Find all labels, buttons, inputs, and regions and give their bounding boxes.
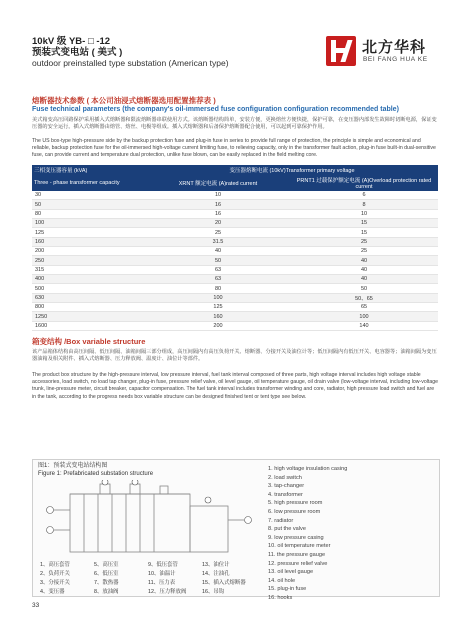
tank-body [70,494,190,552]
table-cell: 25 [146,228,290,237]
table-cell: 800 [32,303,146,312]
table-cell: 1600 [32,321,146,330]
table-cell: 160 [32,237,146,246]
parts-row [40,578,256,587]
part-label: 2、负荷开关 [40,571,70,577]
table-cell: 6 [290,191,438,200]
legend-item: 3. tap-changer [268,483,305,490]
part-label: 9、低压套管 [148,562,178,568]
table-cell: 63 [146,265,290,274]
table-header-group: 变压器熔断电流 (10kV)Transformer primary voltage [146,165,438,175]
table-cell: 140 [290,321,438,330]
legend-item: 6. low pressure room [268,508,321,515]
legend-item: 16. hooks [268,594,293,601]
table-row [32,191,438,200]
product-subtitle-en: outdoor preinstalled type substation (American type) [32,58,229,68]
figure-title-en: Figure 1: Prefabricated substation structure [38,470,154,477]
table-cell: 200 [32,247,146,256]
legend-item: 13. oil level gauge [268,569,314,576]
figure-title-cn: 图1：预装式变电站结构图 [38,463,108,469]
table-cell: 160 [146,312,290,321]
table-cell: 65 [290,303,438,312]
table-row [32,209,438,218]
table-row [32,312,438,321]
fuse-section-title: 熔断器技术参数 ( 本公司油浸式熔断器选用配置推荐表 ) [32,96,216,105]
table-cell: 80 [32,209,146,218]
part-label: 16、吊钩 [202,589,225,595]
part-label: 5、高压室 [94,562,119,568]
table-row [32,200,438,209]
table-cell: 16 [146,209,290,218]
table-cell: 1250 [32,312,146,321]
part-label: 4、变压器 [40,589,65,595]
part-label: 14、注油孔 [202,571,230,577]
table-row [32,275,438,284]
table-cell: 40 [290,265,438,274]
table-row [32,237,438,246]
table-cell: 30 [32,191,146,200]
table-row [32,219,438,228]
table-cell: 100 [32,219,146,228]
part-label: 13、油位计 [202,562,230,568]
legend-item: 8. put the valve [268,526,306,533]
table-cell: 100 [146,293,290,302]
table-cell: 100 [290,312,438,321]
part-label: 15、插入式熔断器 [202,580,246,586]
legend-item: 7. radiator [268,517,294,524]
table-cell: 10 [146,191,290,200]
legend-item: 15. plug-in fuse [268,586,307,593]
part-label: 12、压力释放阀 [148,589,187,595]
legend-item: 10. oil temperature meter [268,543,331,550]
table-cell: 50、65 [290,293,438,302]
table-cell: 125 [32,228,146,237]
table-header-capacity-cn: 三相变压器容量 (kVA) [32,165,146,175]
table-cell: 315 [32,265,146,274]
legend-item: 1. high voltage insulation casing [268,466,348,472]
cabinet-body [190,506,228,552]
parts-row [40,569,256,578]
legend-item: 9. low pressure casing [268,534,324,541]
structure-section-title: 箱变结构 /Box variable structure [32,337,146,346]
fuse-section-title-en: Fuse technical parameters (the company's oil-immersed fuse configuration configuration recommended table) [32,106,399,113]
table-cell: 8 [290,200,438,209]
fuse-paragraph-cn: 美式箱变高压回路保护采用插入式熔断器和限流熔断器串联使用方式。该熔断器结构简单，安装方便，更换熔丝方便快捷，保护可靠，在变压器内部发生故障时切断电源，保证变压器的安全运行。插入式熔断器由熔管、熔丝、电极等组成。插入式熔断器和后备保护熔断器配合使用，可以起到可靠保护作用。 [32,117,437,131]
table-cell: 25 [290,247,438,256]
table-cell: 630 [32,293,146,302]
table-cell: 125 [146,303,290,312]
part-label: 1、高压套管 [40,562,70,568]
table-cell: 400 [32,275,146,284]
table-row [32,256,438,265]
product-title: 10kV 级 YB- □ -12 [32,36,111,47]
structure-paragraph-cn: 该产品箱体结构由高压间隔、低压间隔、油箱间隔三部分组成，高压间隔内有高压负荷开关、熔断器、分接开关及油位计等；低压间隔内有低压开关、电容器等；油箱间隔为变压器油箱及相关附件、插入式熔断器、压力释放阀、温度计、油位计等部件。 [32,349,437,363]
table-header-capacity-en: Three - phase transformer capacity [32,175,146,191]
table-row [32,293,438,302]
structure-paragraph-en: The product box structure by the high-pressure interval, low pressure interval, fuel tank interval composed of three parts, high voltage interval includes high voltage stable accessories, load switch, no load tap changer, plug-in fuse, pressure relief valve, oil level gauge, oil temperature gauge, oil drain valve (low-voltage interval, including low-voltage trunk, line-pressure meter, circuit breaker, capacitor compensation. The fuel tank interval includes transformer winding and core, radiator, high pressure load switch and fuel are in the tank, according to the progress needs box variable structure can be designed finished tent or tent type see below. [32,372,438,400]
table-cell: 80 [146,284,290,293]
table-cell: 250 [32,256,146,265]
table-cell: 50 [146,256,290,265]
figure-parts-cn [40,560,256,596]
table-cell: 31.5 [146,237,290,246]
figure-legend [268,465,347,603]
fuse-parameter-table [32,165,438,331]
logo-name-cn: 北方华科 [362,39,427,56]
part-label: 7、散热器 [94,580,119,586]
table-cell: 500 [32,284,146,293]
product-subtitle-cn: 预装式变电站 ( 美式 ) [32,47,123,58]
logo-name-en: BEI FANG HUA KE [363,56,428,63]
page-header-title [32,36,229,69]
parts-row [40,560,256,569]
table-cell: 40 [146,247,290,256]
table-cell: 50 [32,200,146,209]
legend-item: 4. transformer [268,491,303,498]
table-cell: 15 [290,219,438,228]
table-row [32,265,438,274]
table-row [32,321,438,330]
part-label: 6、低压室 [94,571,119,577]
table-row [32,247,438,256]
table-cell: 15 [290,228,438,237]
table-row [32,303,438,312]
part-label: 3、分接开关 [40,580,70,586]
table-cell: 40 [290,275,438,284]
page-number: 33 [32,602,40,609]
table-cell: 200 [146,321,290,330]
parts-row [40,587,256,596]
figure-title [38,463,153,478]
legend-item: 12. pressure relief valve [268,560,328,567]
legend-item: 5. high pressure room [268,500,323,507]
table-cell: 10 [290,209,438,218]
table-row [32,284,438,293]
table-cell: 63 [146,275,290,284]
part-label: 10、油温计 [148,571,176,577]
table-cell: 20 [146,219,290,228]
part-label: 8、放油阀 [94,589,119,595]
hk-logo-icon [326,36,356,66]
part-label: 11、压力表 [148,580,176,586]
legend-item: 11. the pressure gauge [268,551,326,558]
table-row [32,228,438,237]
company-logo [326,36,448,70]
table-cell: 25 [290,237,438,246]
legend-item: 14. oil hole [268,577,296,584]
table-cell: 50 [290,284,438,293]
table-header-prnt: PRNT1 过载保护额定电流 (A)Overload protection rated current [290,175,438,191]
fuse-paragraph-en: The US box-type high-pressure side by the backup protection fuse and plug-in fuse in series to provide full range of protection, the principle is simple and economical and reliable, backup protection fuse for the oil-immersed high-voltage current limiting fuse, to relieving capacity, only in the transformer fault action, plug-in fuse built-in dual-sensitive fuse, can provide current and temperature dual protection, unlike fuse blown, can be easily replaced in the field melting core. [32,138,436,159]
table-header-xrnt: XRNT 额定电流 (A)rated current [146,175,290,191]
table-cell: 16 [146,200,290,209]
substation-drawing [40,480,260,560]
legend-item: 2. load switch [268,474,302,481]
table-cell: 40 [290,256,438,265]
